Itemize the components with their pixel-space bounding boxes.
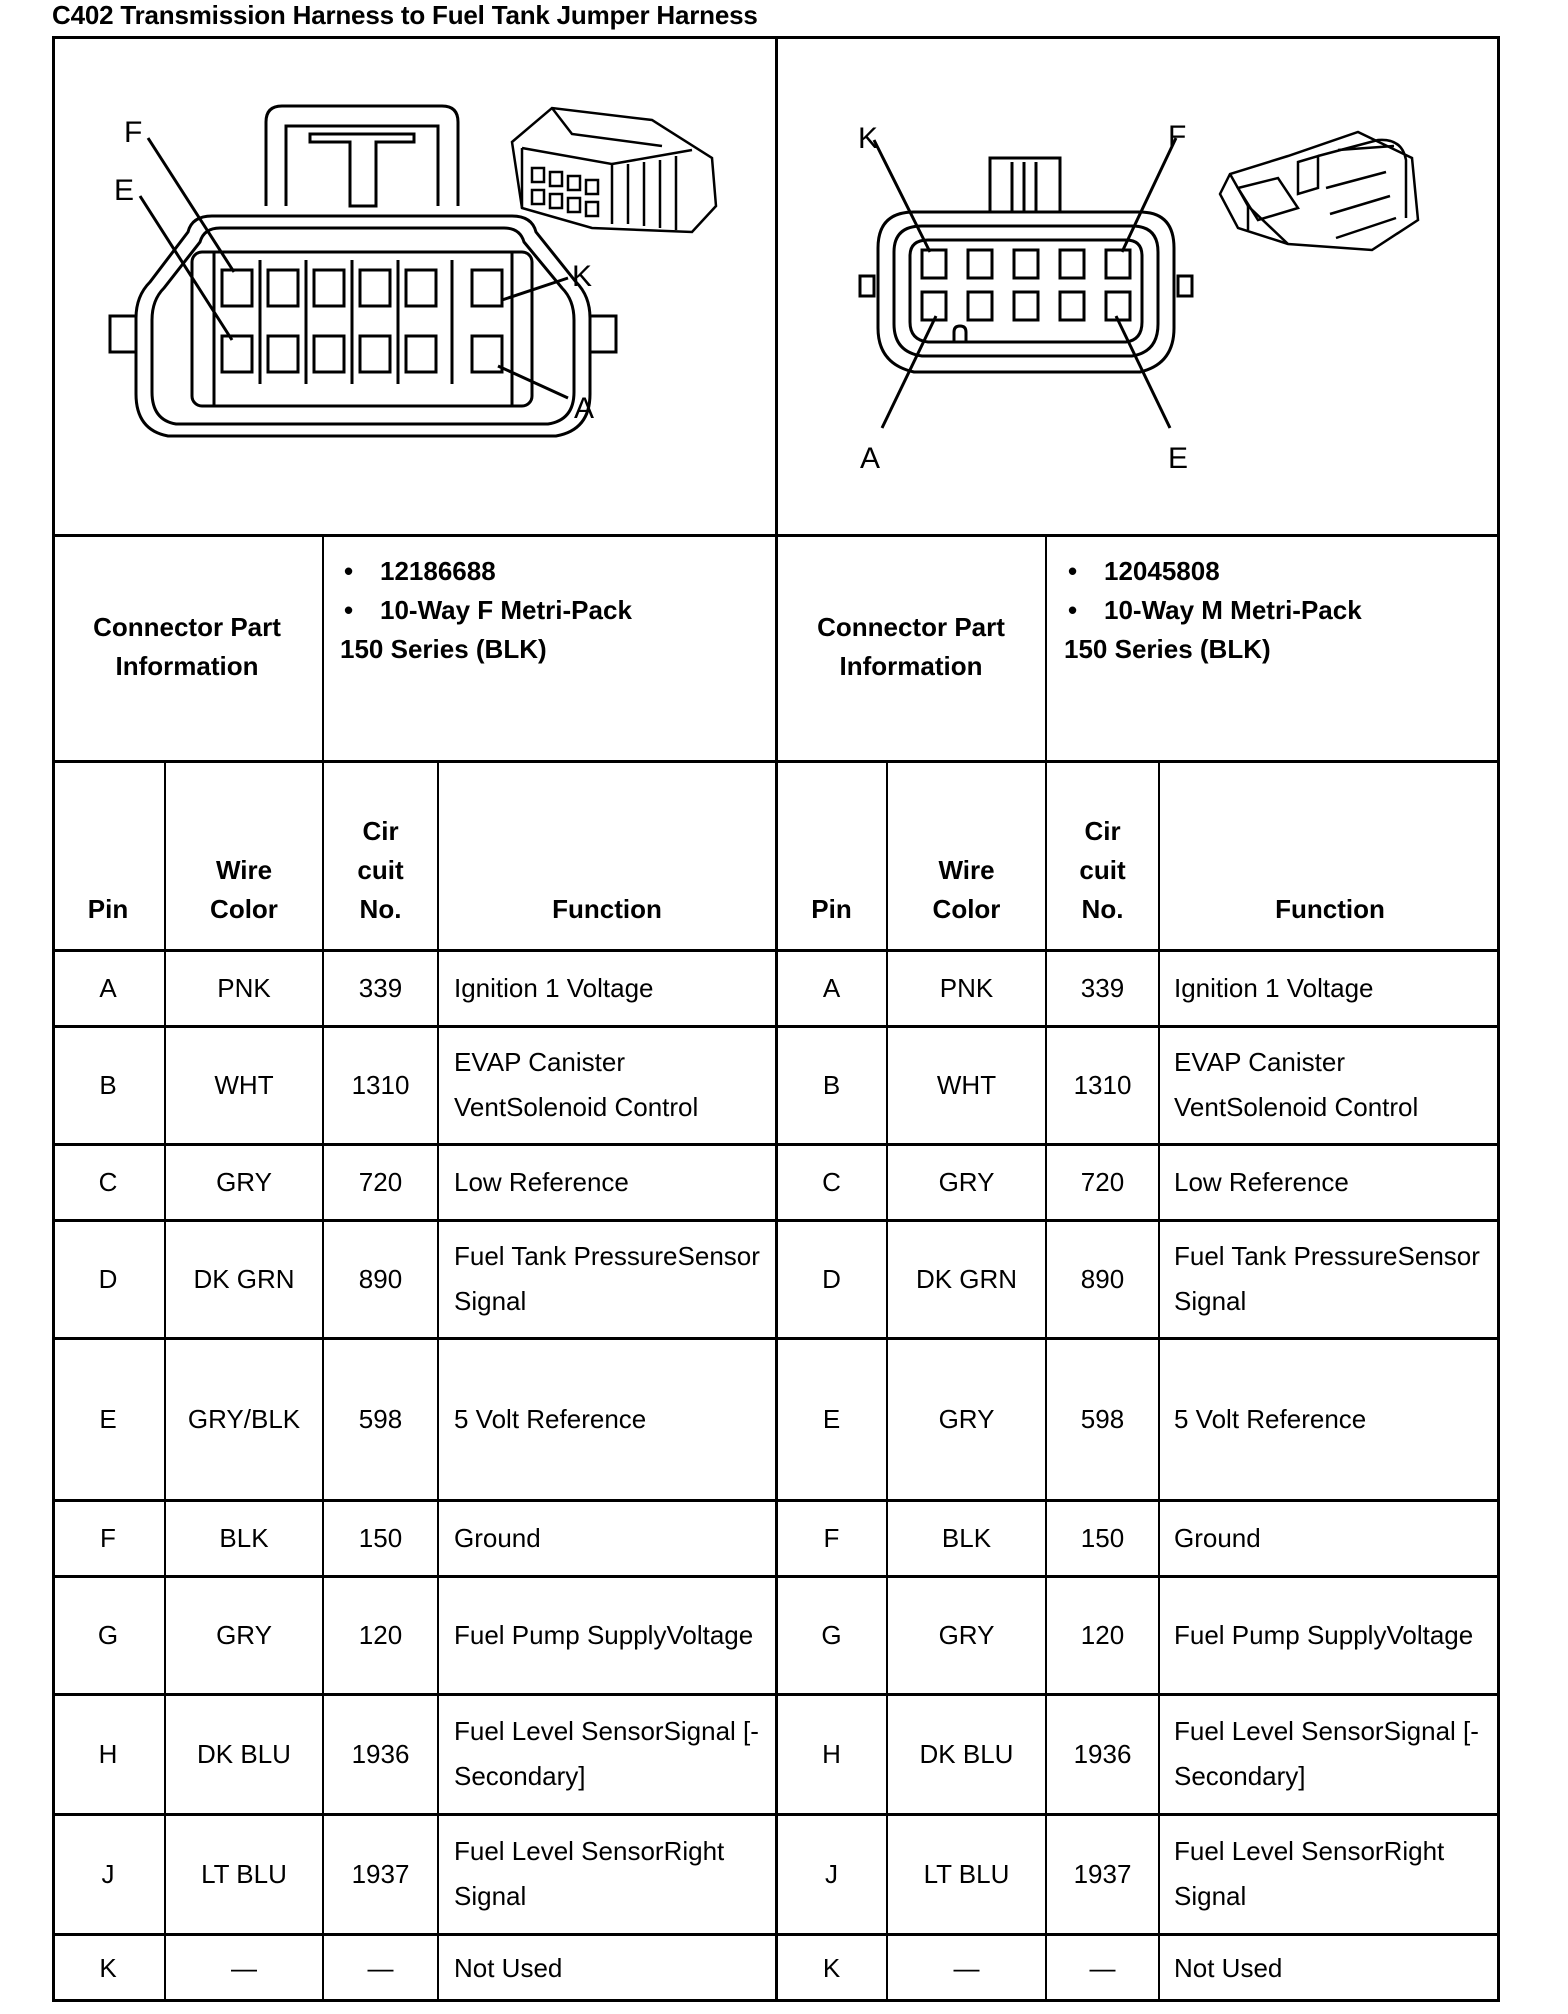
function-cell xyxy=(1174,1501,1500,1575)
divider xyxy=(322,534,324,762)
pin-cell xyxy=(777,1501,886,1575)
col-header-wire-color: Wire Color xyxy=(932,855,1001,924)
circuit-text: — xyxy=(1089,1953,1116,1983)
circuit-text: 890 xyxy=(358,1263,403,1294)
circuit-cell xyxy=(1047,1577,1158,1693)
function-text: Signal [- Secondary] xyxy=(1174,1716,1479,1791)
wire-color-text: WHT xyxy=(214,1069,274,1100)
function-cell xyxy=(1174,1935,1500,2002)
pin-cell xyxy=(52,1935,164,2002)
function-cell xyxy=(454,1815,775,1933)
pin-cell xyxy=(52,1339,164,1499)
female-connector-diagram xyxy=(52,38,774,532)
wire-color-text: LK xyxy=(268,1403,301,1434)
function-text: Not Used xyxy=(1174,1953,1283,1983)
wire-color-text: LT BLU xyxy=(201,1858,287,1889)
function-cell xyxy=(454,1221,775,1337)
circuit-text: 339 xyxy=(1080,972,1125,1003)
function-cell xyxy=(1174,1577,1500,1693)
pin-label-f: F xyxy=(1168,120,1187,153)
circuit-text: 1936 xyxy=(351,1738,410,1769)
pin-text: K xyxy=(822,1953,841,1983)
function-cell xyxy=(454,1501,775,1575)
function-text: Fuel Level Sensor xyxy=(1174,1836,1384,1866)
wire-color-cell xyxy=(888,1027,1045,1143)
pin-text: K xyxy=(99,1953,117,1983)
pin-text: H xyxy=(98,1738,118,1769)
wire-color-cell xyxy=(166,1815,322,1933)
pin-cell xyxy=(777,951,886,1025)
wire-color-text: DK GRN xyxy=(193,1263,295,1294)
circuit-text: 1937 xyxy=(1073,1858,1132,1889)
wire-color-cell xyxy=(888,1339,1045,1499)
col-header-circuit-no: Cir cuit No. xyxy=(1079,816,1126,924)
pin-cell xyxy=(777,1935,886,2002)
function-text: Voltage xyxy=(666,1619,754,1650)
wire-color-text: LT BLU xyxy=(923,1858,1010,1889)
pin-text: J xyxy=(825,1858,838,1889)
function-cell xyxy=(1174,951,1500,1025)
function-text: Sensor Signal xyxy=(454,1241,760,1316)
function-cell xyxy=(454,1145,775,1219)
wire-color-text: DK BLU xyxy=(197,1738,291,1769)
wire-color-cell xyxy=(166,1577,322,1693)
wire-color-cell xyxy=(888,1695,1045,1813)
function-text: Low Reference xyxy=(1174,1166,1349,1197)
pin-text: D xyxy=(822,1263,841,1294)
pin-label-a: A xyxy=(574,392,595,425)
col-header-function: Function xyxy=(552,894,662,924)
pin-label-e: E xyxy=(114,174,135,207)
divider xyxy=(1158,760,1160,2002)
wire-color-text: BLK xyxy=(941,1522,992,1553)
pin-label-e: E xyxy=(1168,442,1189,475)
function-cell xyxy=(1174,1339,1500,1499)
pin-text: C xyxy=(822,1166,841,1197)
circuit-cell xyxy=(1047,1221,1158,1337)
circuit-text: 1937 xyxy=(351,1858,410,1889)
wire-color-cell xyxy=(166,1027,322,1143)
circuit-cell xyxy=(324,1935,437,2002)
pin-text: H xyxy=(822,1738,841,1769)
circuit-text: 339 xyxy=(358,972,403,1003)
wire-color-cell xyxy=(888,1145,1045,1219)
pin-cell xyxy=(52,1221,164,1337)
function-cell xyxy=(454,1027,775,1143)
part-series: 150 Series (BLK) xyxy=(340,634,547,664)
wire-color-cell xyxy=(888,1815,1045,1933)
function-text: Fuel Level Sensor xyxy=(454,1716,664,1746)
wire-color-text: WHT xyxy=(936,1069,997,1100)
function-cell xyxy=(1174,1027,1500,1143)
function-text: Not Used xyxy=(454,1953,563,1983)
wire-color-cell xyxy=(166,1501,322,1575)
wire-color-text: DK GRN xyxy=(915,1263,1018,1294)
circuit-cell xyxy=(1047,1027,1158,1143)
wire-color-cell xyxy=(166,951,322,1025)
circuit-text: 1310 xyxy=(1073,1069,1132,1100)
wire-color-cell xyxy=(166,1695,322,1813)
circuit-cell xyxy=(1047,1501,1158,1575)
function-text: Ground xyxy=(1174,1522,1261,1553)
function-text: Low Reference xyxy=(454,1166,629,1197)
circuit-text: 720 xyxy=(358,1166,403,1197)
pin-text: A xyxy=(99,972,117,1003)
function-cell xyxy=(1174,1221,1500,1337)
part-type: • 10-Way M Metri-Pack xyxy=(1064,591,1484,630)
circuit-cell xyxy=(1047,1145,1158,1219)
function-text: Signal [- Secondary] xyxy=(454,1716,759,1791)
circuit-cell xyxy=(324,1501,437,1575)
circuit-text: 150 xyxy=(1080,1522,1125,1553)
function-text: Solenoid Control xyxy=(1226,1092,1419,1122)
wire-color-text: — xyxy=(953,1953,980,1983)
pin-text: D xyxy=(98,1263,118,1294)
wire-color-cell xyxy=(166,1935,322,2002)
circuit-cell xyxy=(1047,951,1158,1025)
col-header-function: Function xyxy=(1275,894,1385,924)
pin-cell xyxy=(52,1815,164,1933)
part-number: • 12045808 xyxy=(1064,552,1484,591)
circuit-cell xyxy=(324,1815,437,1933)
function-cell xyxy=(1174,1695,1500,1813)
pin-cell xyxy=(777,1695,886,1813)
wire-color-text: GRY xyxy=(938,1619,995,1650)
pin-text: B xyxy=(99,1069,117,1100)
col-header-circuit-no: Cir cuit No. xyxy=(357,816,404,924)
part-info-label-right: Connector Part Information xyxy=(817,612,1005,681)
function-cell xyxy=(454,1935,775,2002)
function-text: Right Signal xyxy=(454,1836,725,1911)
circuit-cell xyxy=(324,1577,437,1693)
wire-color-text: GRY xyxy=(216,1619,272,1650)
pin-label-f: F xyxy=(124,116,143,149)
wire-color-text: PNK xyxy=(217,972,271,1003)
function-text: Right Signal xyxy=(1174,1836,1445,1911)
female-connector-3d-icon xyxy=(512,108,716,232)
wire-color-text: PNK xyxy=(939,972,994,1003)
pin-text: E xyxy=(99,1403,117,1434)
circuit-text: 890 xyxy=(1080,1263,1125,1294)
circuit-cell xyxy=(324,1145,437,1219)
pin-text: F xyxy=(823,1522,840,1553)
function-text: Voltage xyxy=(1386,1619,1474,1650)
function-text: Fuel Tank Pressure xyxy=(454,1241,678,1271)
wire-color-text: GRY xyxy=(938,1403,995,1434)
function-cell xyxy=(454,1695,775,1813)
col-header-pin: Pin xyxy=(811,894,852,924)
pin-cell xyxy=(52,951,164,1025)
circuit-cell xyxy=(324,1221,437,1337)
function-cell xyxy=(1174,1145,1500,1219)
male-connector-3d-icon xyxy=(1220,132,1418,250)
wire-color-cell xyxy=(888,1221,1045,1337)
circuit-text: 150 xyxy=(358,1522,403,1553)
part-series: 150 Series (BLK) xyxy=(1064,634,1271,664)
divider xyxy=(52,760,1500,763)
function-text: Fuel Level Sensor xyxy=(454,1836,664,1866)
col-header-pin: Pin xyxy=(87,894,129,924)
function-text: Fuel Pump Supply xyxy=(454,1619,667,1650)
circuit-text: 1310 xyxy=(351,1069,410,1100)
pin-cell xyxy=(52,1577,164,1693)
pin-cell xyxy=(777,1339,886,1499)
wire-color-cell xyxy=(166,1145,322,1219)
function-text: Ground xyxy=(454,1522,541,1553)
function-text: EVAP Canister Vent xyxy=(454,1047,626,1122)
pin-cell xyxy=(52,1027,164,1143)
pin-text: G xyxy=(821,1619,842,1650)
part-info-left xyxy=(340,552,760,669)
function-text: Ignition 1 Voltage xyxy=(1174,972,1374,1003)
male-connector-diagram xyxy=(778,38,1498,532)
col-header-wire-color: Wire Color xyxy=(210,855,278,924)
part-type: • 10-Way F Metri-Pack xyxy=(340,591,760,630)
divider xyxy=(1045,534,1047,762)
wire-color-cell xyxy=(888,1577,1045,1693)
pin-label-k: K xyxy=(858,122,879,155)
function-cell xyxy=(454,1577,775,1693)
pin-text: F xyxy=(100,1522,116,1553)
circuit-cell xyxy=(324,1339,437,1499)
pin-text: B xyxy=(822,1069,841,1100)
circuit-cell xyxy=(324,1027,437,1143)
wire-color-cell xyxy=(888,951,1045,1025)
pin-cell xyxy=(52,1501,164,1575)
pin-cell xyxy=(52,1695,164,1813)
circuit-text: 598 xyxy=(1080,1403,1125,1434)
pin-cell xyxy=(777,1027,886,1143)
function-cell xyxy=(454,951,775,1025)
circuit-cell xyxy=(324,951,437,1025)
circuit-text: 120 xyxy=(1080,1619,1125,1650)
function-text: Fuel Level Sensor xyxy=(1174,1716,1384,1746)
wire-color-text: DK BLU xyxy=(919,1738,1014,1769)
circuit-cell xyxy=(1047,1815,1158,1933)
wire-color-cell xyxy=(166,1221,322,1337)
pin-cell xyxy=(777,1221,886,1337)
pin-text: G xyxy=(97,1619,119,1650)
function-text: 5 Volt Reference xyxy=(1174,1403,1367,1434)
function-text: Ignition 1 Voltage xyxy=(454,972,654,1003)
wire-color-text: — xyxy=(231,1953,257,1983)
wire-color-text: GRY xyxy=(938,1166,995,1197)
pin-cell xyxy=(777,1815,886,1933)
circuit-cell xyxy=(1047,1339,1158,1499)
function-text: Fuel Tank Pressure xyxy=(1174,1241,1398,1271)
function-cell xyxy=(454,1339,775,1499)
pin-cell xyxy=(777,1577,886,1693)
pin-label-k: K xyxy=(572,260,593,293)
divider xyxy=(437,760,439,2002)
pin-cell xyxy=(52,1145,164,1219)
part-number: • 12186688 xyxy=(340,552,760,591)
pin-text: C xyxy=(98,1166,118,1197)
function-text: Sensor Signal xyxy=(1174,1241,1480,1316)
circuit-text: 1936 xyxy=(1073,1738,1132,1769)
function-text: 5 Volt Reference xyxy=(454,1403,647,1434)
pin-text: A xyxy=(822,972,841,1003)
circuit-text: 720 xyxy=(1080,1166,1125,1197)
circuit-cell xyxy=(1047,1935,1158,2002)
pin-cell xyxy=(777,1145,886,1219)
wire-color-cell xyxy=(166,1339,322,1499)
circuit-text: 598 xyxy=(358,1403,403,1434)
circuit-cell xyxy=(1047,1695,1158,1813)
circuit-text: — xyxy=(367,1953,394,1983)
function-text: EVAP Canister Vent xyxy=(1174,1047,1346,1122)
function-text: Fuel Pump Supply xyxy=(1174,1619,1387,1650)
circuit-cell xyxy=(324,1695,437,1813)
pin-text: J xyxy=(101,1858,115,1889)
wire-color-cell xyxy=(888,1501,1045,1575)
page-title: C402 Transmission Harness to Fuel Tank Jumper Harness xyxy=(52,0,758,30)
wire-color-cell xyxy=(888,1935,1045,2002)
function-cell xyxy=(1174,1815,1500,1933)
pin-label-a: A xyxy=(860,442,881,475)
circuit-text: 120 xyxy=(358,1619,403,1650)
part-info-label-left: Connector Part Information xyxy=(93,612,281,681)
part-info-right xyxy=(1064,552,1484,669)
pin-text: E xyxy=(822,1403,841,1434)
function-text: Solenoid Control xyxy=(506,1092,699,1122)
wire-color-text: BLK xyxy=(219,1522,269,1553)
wire-color-text: GRY xyxy=(216,1166,272,1197)
wire-color-text: GRY/B xyxy=(187,1403,269,1434)
